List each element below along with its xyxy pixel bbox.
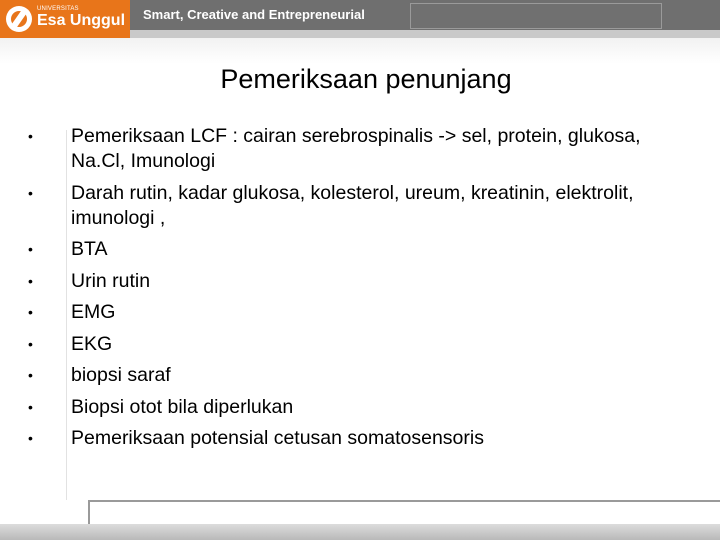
bullet-icon: • [28, 304, 33, 320]
bullet-icon: • [28, 272, 33, 289]
list-item-text: Darah rutin, kadar glukosa, kolesterol, ureum, kreatinin, elektrolit, imunologi , [71, 181, 634, 229]
list-item [28, 269, 688, 294]
logo-emblem-icon [6, 6, 32, 32]
list-item-text: Pemeriksaan LCF : cairan serebrospinalis -> sel, protein, glukosa, Na.Cl, Imunologi [71, 125, 641, 172]
list-item [28, 181, 688, 231]
bullet-icon: • [28, 184, 33, 201]
list-item-text: EMG [71, 301, 116, 323]
list-item-text: EKG [71, 332, 113, 355]
tagline: Smart, Creative and Entrepreneurial [143, 7, 365, 22]
bullet-icon: • [28, 398, 33, 415]
list-item [28, 332, 688, 357]
list-item [28, 426, 688, 451]
header-stripe [130, 30, 720, 38]
bullet-list [28, 124, 688, 458]
university-logo [0, 0, 130, 38]
slide-title: Pemeriksaan penunjang [220, 64, 512, 94]
bullet-icon: • [28, 367, 33, 383]
bullet-icon: • [28, 241, 33, 257]
list-item [28, 395, 688, 420]
list-item [28, 363, 688, 388]
logo-name: Esa Unggul [37, 12, 126, 29]
footer-base-stripe [0, 524, 720, 540]
list-item-text: biopsi saraf [71, 364, 171, 386]
list-item-text: Pemeriksaan potensial cetusan somatosensoris [71, 427, 484, 449]
bullet-icon: • [28, 430, 33, 446]
list-item [28, 300, 688, 325]
header-banner [0, 0, 720, 38]
list-item [28, 124, 688, 174]
logo-university-label: UNIVERSITAS [37, 6, 79, 12]
header-decor-box [410, 3, 662, 29]
frame-top-shade [0, 38, 720, 64]
bullet-icon: • [28, 128, 33, 144]
list-item-text: Biopsi otot bila diperlukan [71, 395, 294, 418]
bullet-icon: • [28, 335, 33, 352]
list-item-text: BTA [71, 238, 108, 260]
list-item-text: Urin rutin [71, 269, 151, 292]
list-item [28, 237, 688, 262]
